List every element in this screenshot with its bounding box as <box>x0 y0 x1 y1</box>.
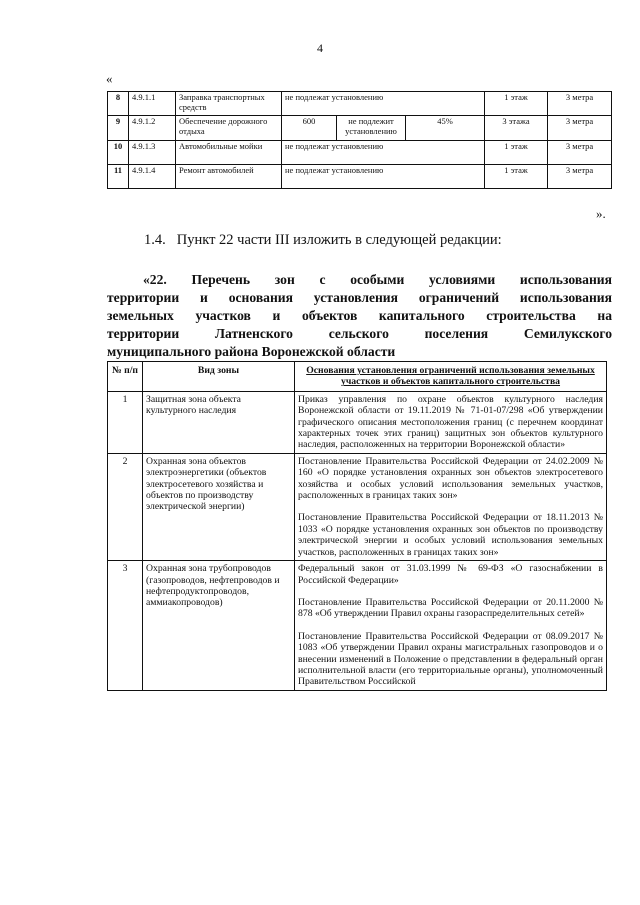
page-number: 4 <box>317 41 323 55</box>
close-quote: ». <box>596 206 606 221</box>
table-header-row <box>108 362 607 392</box>
point-text: Пункт 22 части III изложить в следующей редакции: <box>176 232 502 248</box>
table-row: 3 Охранная зона трубопроводов (газопроводов, нефтепроводов и нефтепродуктопроводов, аммиакопроводов) Федеральный закон от 31.03.1999 № 69-ФЗ «О газоснабжении в Российской Федерации» Постановление Правительства Российской Федерации от 20.11.2000 № 878 «Об утверждении Правил охраны газораспределительных сетей» Постановление Правительства Российской Федерации от 08.09.2017 № 1083 «Об утверждении Правил охраны магистральных газопроводов и о внесении изменений в Положение о представлении в федеральный орган исполнительной власти (его территориальные органы), уполномоченный Правительством Российской <box>108 561 607 691</box>
heading-line: муниципального района Воронежской области <box>107 344 396 359</box>
heading-line: земельных участков и объектов капитального строительства на <box>107 308 612 323</box>
basis-paragraph: Постановление Правительства Российской Федерации от 08.09.2017 № 1083 «Об утверждении Правил охраны магистральных газопроводов и о внесении изменений в Положение о представлении в федеральный орган исполнительной власти (его территориальные органы), уполномоченный Правительством Российской <box>298 630 603 688</box>
table-row: 11 4.9.1.4 Ремонт автомобилей не подлежат установлению 1 этаж 3 метра <box>108 165 612 189</box>
table-row: 8 4.9.1.1 Заправка транспортных средств не подлежат установлению 1 этаж 3 метра <box>108 92 612 116</box>
heading-line: «22. Перечень зон с особыми условиями использования <box>143 272 612 287</box>
open-quote: « <box>106 71 113 86</box>
point-number: 1.4. <box>144 232 166 248</box>
col-header-basis: Основания установления ограничений использования земельных участков и объектов капитального строительства <box>295 362 607 392</box>
table-row: 2 Охранная зона объектов электроэнергетики (объектов электросетевого хозяйства и объектов по производству электрической энергии) Постановление Правительства Российской Федерации от 24.02.2009 № 160 «О порядке установления охранных зон объектов электросетевого хозяйства и особых условий использования земельных участков, расположенных в границах таких зон» Постановление Правительства Российской Федерации от 18.11.2013 № 1033 «О порядке установления охранных зон объектов по производству электрической энергии и особых условий использования земельных участков, расположенных в границах таких зон» <box>108 453 607 560</box>
table-row: 10 4.9.1.3 Автомобильные мойки не подлежат установлению 1 этаж 3 метра <box>108 141 612 165</box>
basis-paragraph: Постановление Правительства Российской Федерации от 18.11.2013 № 1033 «О порядке установления охранных зон объектов по производству электрической энергии и особых условий использования земельных участков, расположенных в границах таких зон» <box>298 512 603 558</box>
table-row: 1 Защитная зона объекта культурного наследия Приказ управления по охране объектов культурного наследия Воронежской области от 19.11.2019 № 71-01-07/298 «Об утверждении графического описания местоположения границ (с перечнем координат характерных точек этих границ) защитных зон объектов культурного наследия, расположенных на территории Воронежской области» <box>108 391 607 453</box>
heading-line: территории и основания установления ограничений использования <box>107 290 612 305</box>
basis-paragraph: Федеральный закон от 31.03.1999 № 69-ФЗ «О газоснабжении в Российской Федерации» <box>298 563 603 586</box>
amendment-point <box>144 232 502 249</box>
heading-line: территории Латненского сельского поселения Семилукского <box>107 326 612 341</box>
col-header-zone: Вид зоны <box>143 362 295 392</box>
table-row: 9 4.9.1.2 Обеспечение дорожного отдыха 600 не подлежит установлению 45% 3 этажа 3 метра <box>108 116 612 141</box>
basis-paragraph: Постановление Правительства Российской Федерации от 20.11.2000 № 878 «Об утверждении Правил охраны газораспределительных сетей» <box>298 596 603 620</box>
zones-table <box>107 361 607 691</box>
section-heading <box>107 271 612 361</box>
basis-paragraph: Постановление Правительства Российской Федерации от 24.02.2009 № 160 «О порядке установления охранных зон объектов электросетевого хозяйства и особых условий использования земельных участков, расположенных в границах таких зон» <box>298 455 603 502</box>
col-header-num: № п/п <box>108 362 143 392</box>
land-use-table <box>107 91 612 189</box>
basis-paragraph: Приказ управления по охране объектов культурного наследия Воронежской области от 19.11.2019 № 71-01-07/298 «Об утверждении графического описания местоположения границ (с перечнем координат характерных точек этих границ) защитных зон объектов культурного наследия, расположенных на территории Воронежской области» <box>298 393 603 451</box>
